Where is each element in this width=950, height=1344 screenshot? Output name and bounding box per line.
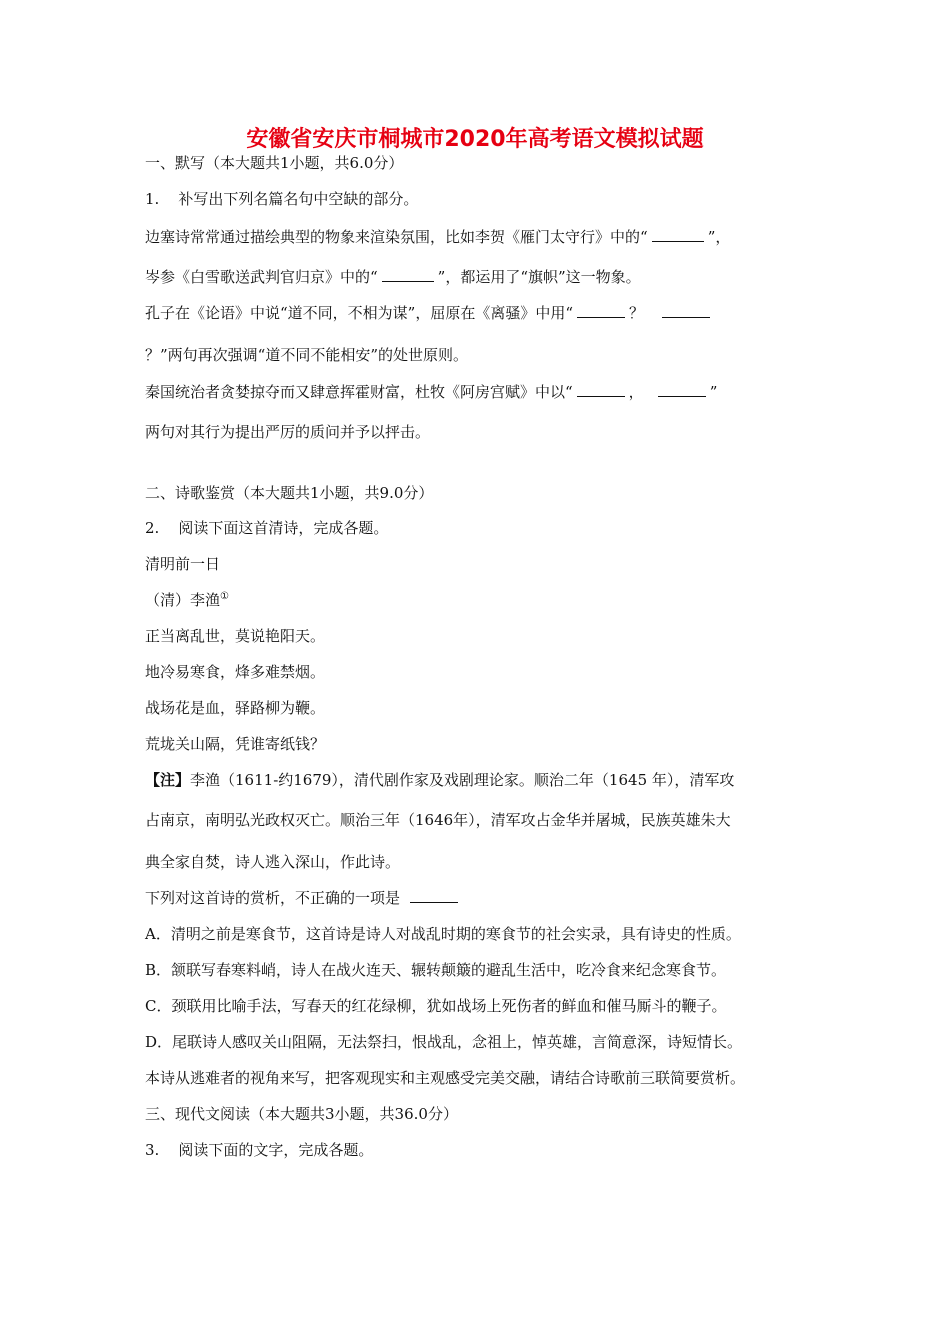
annotation-text: 李渔（1611-约1679），清代剧作家及戏剧理论家。顺治二年（1645 年），清军攻 xyxy=(190,771,735,789)
prompt-line xyxy=(145,302,714,323)
poem-line: 地冷易寒食，烽多难禁烟。 xyxy=(145,663,326,681)
answer-blank[interactable] xyxy=(662,303,710,318)
prompt-line: 两句对其行为提出严厉的质问并予以抨击。 xyxy=(145,423,431,441)
page-title: 安徽省安庆市桐城市2020年高考语文模拟试题 xyxy=(246,127,704,152)
prompt-line xyxy=(145,266,641,287)
prompt-text: 下列对这首诗的赏析，不正确的一项是 xyxy=(145,889,401,907)
answer-blank[interactable] xyxy=(410,888,458,903)
prompt-line xyxy=(145,381,717,402)
option-d[interactable]: D．尾联诗人感叹关山阻隔，无法祭扫，恨战乱，念祖上，悼英雄，言简意深，诗短情长。 xyxy=(145,1033,743,1051)
answer-blank[interactable] xyxy=(577,382,625,397)
annotation xyxy=(145,769,734,790)
prompt-text: 边塞诗常常通过描绘典型的物象来渲染氛围，比如李贺《雁门太守行》中的“ xyxy=(145,228,648,246)
prompt-text: 孔子在《论语》中说“道不同，不相为谋”，屈原在《离骚》中用“ xyxy=(145,304,574,322)
question-3 xyxy=(145,1139,373,1160)
section1-header: 一、默写（本大题共1小题，共6.0分） xyxy=(145,154,404,172)
question-1 xyxy=(145,188,418,209)
poem-line: 荒垅关山隔，凭谁寄纸钱？ xyxy=(145,735,326,753)
prompt-text: ”，都运用了“旗帜”这一物象。 xyxy=(437,268,641,286)
prompt-text: ”， xyxy=(707,228,731,246)
question-number: 1. xyxy=(145,190,160,208)
question-number: 2. xyxy=(145,519,160,537)
prompt-line xyxy=(145,226,730,247)
option-c[interactable]: C．颈联用比喻手法，写春天的红花绿柳，犹如战场上死伤者的鲜血和催马厮斗的鞭子。 xyxy=(145,997,727,1015)
author-name: （清）李渔 xyxy=(145,591,221,609)
option-a[interactable]: A．清明之前是寒食节，这首诗是诗人对战乱时期的寒食节的社会实录，具有诗史的性质。 xyxy=(145,925,741,943)
question-text: 补写出下列名篇名句中空缺的部分。 xyxy=(178,190,419,208)
prompt-text: ？ xyxy=(629,304,645,322)
annotation-label: 【注】 xyxy=(145,771,191,789)
option-b[interactable]: B．颔联写春寒料峭，诗人在战火连天、辗转颠簸的避乱生活中，吃冷食来纪念寒食节。 xyxy=(145,961,727,979)
footnote-mark: ① xyxy=(220,591,229,602)
poem-title: 清明前一日 xyxy=(145,555,221,573)
question-prompt xyxy=(145,887,462,908)
annotation-line: 占南京，南明弘光政权灭亡。顺治三年（1646年），清军攻占金华并屠城，民族英雄朱大 xyxy=(145,811,731,829)
section2-header: 二、诗歌鉴赏（本大题共1小题，共9.0分） xyxy=(145,484,434,502)
answer-blank[interactable] xyxy=(652,227,704,242)
question-2 xyxy=(145,517,388,538)
question-text: 阅读下面这首清诗，完成各题。 xyxy=(178,519,389,537)
answer-blank[interactable] xyxy=(577,303,625,318)
answer-blank[interactable] xyxy=(658,382,706,397)
poem-line: 正当离乱世，莫说艳阳天。 xyxy=(145,627,326,645)
section3-header: 三、现代文阅读（本大题共3小题，共36.0分） xyxy=(145,1105,458,1123)
question-prompt: 本诗从逃难者的视角来写，把客观现实和主观感受完美交融，请结合诗歌前三联简要赏析。 xyxy=(145,1069,746,1087)
poem-line: 战场花是血，驿路柳为鞭。 xyxy=(145,699,326,717)
poem-author xyxy=(145,589,229,610)
question-number: 3. xyxy=(145,1141,160,1159)
prompt-text: 岑参《白雪歌送武判官归京》中的“ xyxy=(145,268,378,286)
prompt-text: 秦国统治者贪婪掠夺而又肆意挥霍财富，杜牧《阿房宫赋》中以“ xyxy=(145,383,573,401)
prompt-text: ” xyxy=(709,383,718,401)
prompt-text: ， xyxy=(628,383,644,401)
answer-blank[interactable] xyxy=(382,267,434,282)
prompt-line: ？”两句再次强调“道不同不能相安”的处世原则。 xyxy=(145,346,469,364)
annotation-line: 典全家自焚，诗人逃入深山，作此诗。 xyxy=(145,853,401,871)
question-text: 阅读下面的文字，完成各题。 xyxy=(178,1141,374,1159)
